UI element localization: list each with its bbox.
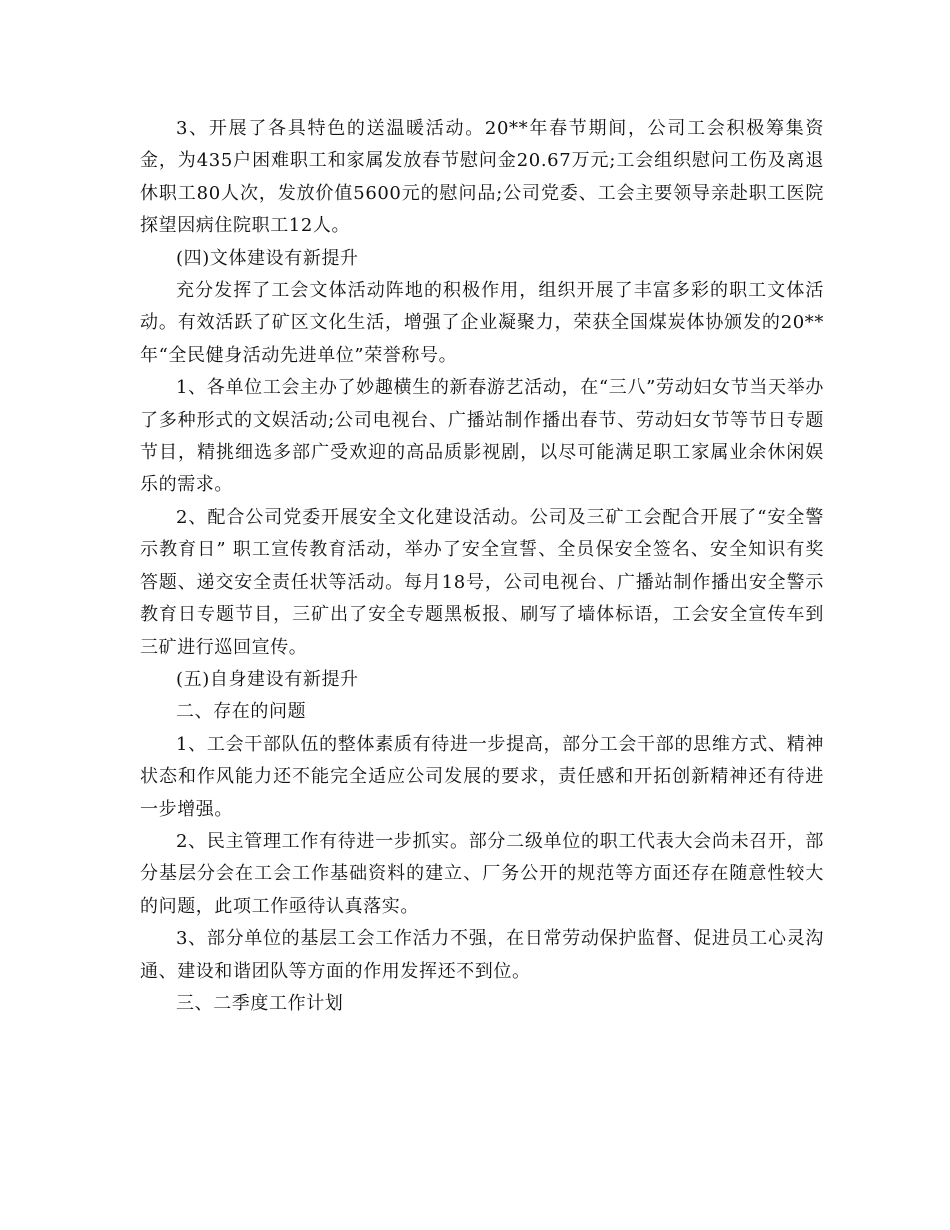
paragraph-safety-culture: 2、配合公司党委开展安全文化建设活动。公司及三矿工会配合开展了“安全警示教育日” 职工宣传教育活动，举办了安全宣誓、全员保安全签名、安全知识有奖答题、递交安全责任状等活动。每月18号，公司电视台、广播站制作播出安全警示教育日专题节目，三矿出了安全专题黑板报、刷写了墙体标语，工会安全宣传车到三矿进行巡回宣传。 [140, 506, 824, 658]
paragraph-problem-democratic-management: 2、民主管理工作有待进一步抓实。部分二级单位的职工代表大会尚未召开，部分基层分会在工会工作基础资料的建立、厂务公开的规范等方面还存在随意性较大的问题，此项工作亟待认真落实。 [140, 830, 824, 917]
paragraph-warmth-activities: 3、开展了各具特色的送温暖活动。20**年春节期间，公司工会积极筹集资金，为435户困难职工和家属发放春节慰问金20.67万元;工会组织慰问工伤及离退休职工80人次，发放价值5600元的慰问品;公司党委、工会主要领导亲赴职工医院探望因病住院职工12人。 [140, 118, 824, 237]
heading-q2-work-plan: 三、二季度工作计划 [176, 992, 344, 1014]
heading-existing-problems: 二、存在的问题 [176, 701, 307, 723]
paragraph-culture-sports-summary: 充分发挥了工会文体活动阵地的积极作用，组织开展了丰富多彩的职工文体活动。有效活跃了矿区文化生活，增强了企业凝聚力，荣获全国煤炭体协颁发的20**年“全民健身活动先进单位”荣誉称号。 [140, 280, 824, 366]
heading-self-building: (五)自身建设有新提升 [176, 668, 359, 690]
heading-culture-sports: (四)文体建设有新提升 [176, 247, 359, 269]
paragraph-spring-festival-activities: 1、各单位工会主办了妙趣横生的新春游艺活动，在“三八”劳动妇女节当天举办了多种形式的文娱活动;公司电视台、广播站制作播出春节、劳动妇女节等节日专题节目，精挑细选多部广受欢迎的高品质影视剧，以尽可能满足职工家属业余休闲娱乐的需求。 [140, 377, 824, 496]
paragraph-problem-cadre-quality: 1、工会干部队伍的整体素质有待进一步提高，部分工会干部的思维方式、精神状态和作风能力还不能完全适应公司发展的要求，责任感和开拓创新精神还有待进一步增强。 [140, 733, 824, 820]
paragraph-problem-grassroots-vitality: 3、部分单位的基层工会工作活力不强，在日常劳动保护监督、促进员工心灵沟通、建设和谐团队等方面的作用发挥还不到位。 [140, 928, 824, 982]
